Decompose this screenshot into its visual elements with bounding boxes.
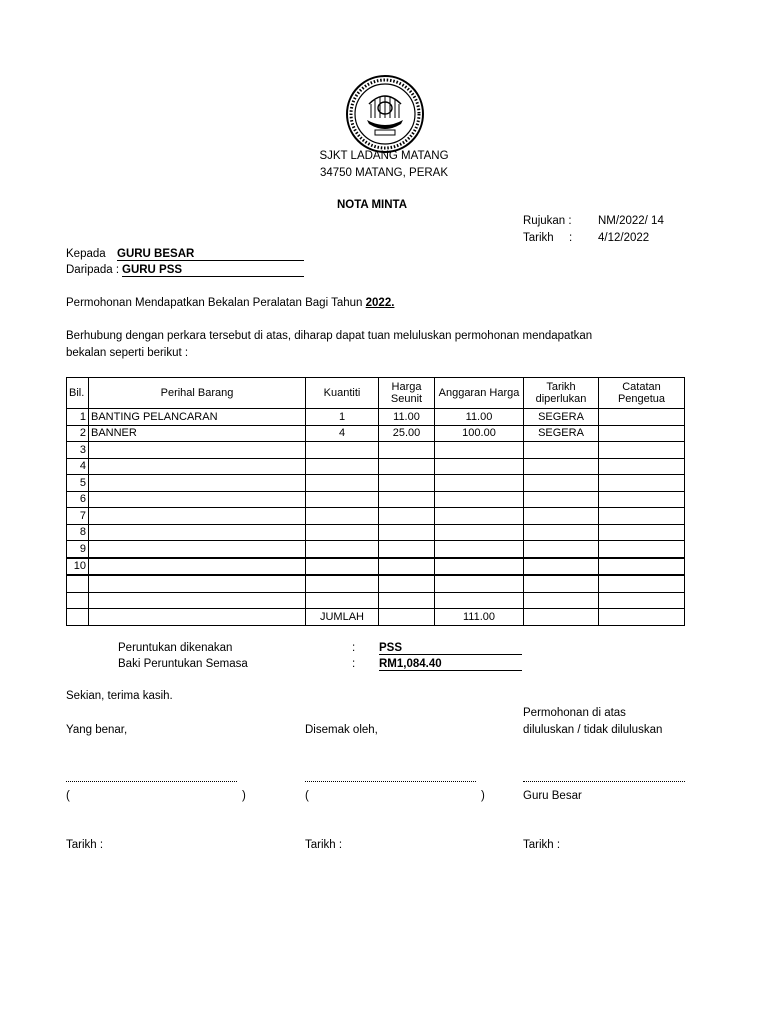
cell-harga-seunit — [379, 475, 435, 492]
header-catatan-pengetua: Catatan Pengetua — [599, 378, 685, 409]
approval-line-2: diluluskan / tidak diluluskan — [523, 724, 663, 736]
cell-perihal-barang — [89, 458, 306, 475]
headmaster-tarikh-label: Tarikh : — [523, 839, 561, 851]
cell-anggaran-harga — [435, 508, 524, 525]
cell-kuantiti — [306, 575, 379, 592]
signature-line-applicant — [66, 781, 237, 782]
cell-perihal-barang — [89, 592, 306, 609]
cell-bil: 3 — [67, 442, 89, 459]
table-total-row — [67, 609, 685, 626]
cell-kuantiti — [306, 508, 379, 525]
cell-catatan-pengetua — [599, 558, 685, 576]
cell-tarikh-diperlukan — [524, 541, 599, 558]
peruntukan-value: PSS — [379, 642, 522, 655]
cell-kuantiti — [306, 592, 379, 609]
cell-harga-seunit — [379, 592, 435, 609]
tarikh-label: Tarikh — [523, 232, 554, 244]
daripada-value: GURU PSS — [122, 264, 304, 277]
cell-catatan-pengetua — [599, 475, 685, 492]
cell-bil: 8 — [67, 524, 89, 541]
table-row — [67, 475, 685, 492]
cell-perihal-barang — [89, 524, 306, 541]
cell-anggaran-harga: 100.00 — [435, 425, 524, 442]
kepada-value: GURU BESAR — [117, 248, 304, 261]
school-crest-logo — [345, 74, 425, 154]
cell-bil: 1 — [67, 409, 89, 426]
cell-perihal-barang — [89, 491, 306, 508]
signature-line-reviewer — [305, 781, 476, 782]
table-row — [67, 575, 685, 592]
cell-harga-seunit — [379, 442, 435, 459]
reviewer-tarikh-label: Tarikh : — [305, 839, 343, 851]
cell-bil: 5 — [67, 475, 89, 492]
cell-catatan-pengetua — [599, 491, 685, 508]
closing-thanks: Sekian, terima kasih. — [66, 690, 173, 702]
cell-tarikh-diperlukan — [524, 558, 599, 576]
total-spacer — [67, 609, 89, 626]
total-spacer — [89, 609, 306, 626]
cell-tarikh-diperlukan — [524, 575, 599, 592]
cell-bil: 4 — [67, 458, 89, 475]
cell-catatan-pengetua — [599, 442, 685, 459]
total-spacer — [524, 609, 599, 626]
table-row — [67, 508, 685, 525]
header-tarikh-diperlukan: Tarikh diperlukan — [524, 378, 599, 409]
total-spacer — [599, 609, 685, 626]
cell-kuantiti — [306, 541, 379, 558]
cell-catatan-pengetua — [599, 508, 685, 525]
cell-tarikh-diperlukan — [524, 458, 599, 475]
cell-catatan-pengetua — [599, 458, 685, 475]
cell-bil — [67, 575, 89, 592]
cell-tarikh-diperlukan — [524, 475, 599, 492]
cell-kuantiti — [306, 442, 379, 459]
table-row — [67, 541, 685, 558]
cell-catatan-pengetua — [599, 524, 685, 541]
cell-catatan-pengetua — [599, 409, 685, 426]
applicant-tarikh-label: Tarikh : — [66, 839, 104, 851]
cell-catatan-pengetua — [599, 541, 685, 558]
disemak-oleh-label: Disemak oleh, — [305, 724, 378, 736]
cell-bil: 9 — [67, 541, 89, 558]
cell-tarikh-diperlukan — [524, 508, 599, 525]
reviewer-open-paren: ( — [305, 790, 309, 802]
table-row — [67, 558, 685, 576]
header-bil: Bil. — [67, 378, 89, 409]
cell-kuantiti: 1 — [306, 409, 379, 426]
body-line-1: Berhubung dengan perkara tersebut di atas, diharap dapat tuan meluluskan permohonan mendapatkan — [66, 330, 593, 342]
cell-tarikh-diperlukan: SEGERA — [524, 425, 599, 442]
table-row — [67, 425, 685, 442]
cell-anggaran-harga — [435, 592, 524, 609]
cell-harga-seunit: 11.00 — [379, 409, 435, 426]
table-row — [67, 491, 685, 508]
cell-kuantiti — [306, 475, 379, 492]
total-label: JUMLAH — [306, 609, 379, 626]
cell-perihal-barang — [89, 558, 306, 576]
cell-tarikh-diperlukan — [524, 524, 599, 541]
items-table — [66, 377, 685, 626]
cell-perihal-barang — [89, 575, 306, 592]
table-row — [67, 442, 685, 459]
table-row — [67, 458, 685, 475]
school-address: 34750 MATANG, PERAK — [319, 167, 449, 179]
cell-anggaran-harga — [435, 524, 524, 541]
table-row — [67, 409, 685, 426]
cell-catatan-pengetua — [599, 592, 685, 609]
tarikh-value: 4/12/2022 — [598, 232, 650, 244]
tarikh-colon: : — [569, 232, 573, 244]
header-kuantiti: Kuantiti — [306, 378, 379, 409]
document-title: NOTA MINTA — [336, 199, 408, 211]
daripada-label: Daripada : — [66, 264, 120, 276]
subject-year: 2022. — [365, 297, 395, 309]
cell-anggaran-harga — [435, 575, 524, 592]
cell-anggaran-harga: 11.00 — [435, 409, 524, 426]
cell-tarikh-diperlukan — [524, 592, 599, 609]
signature-line-headmaster — [523, 781, 685, 782]
cell-harga-seunit — [379, 524, 435, 541]
cell-kuantiti: 4 — [306, 425, 379, 442]
cell-harga-seunit — [379, 508, 435, 525]
baki-value: RM1,084.40 — [379, 658, 522, 671]
peruntukan-label: Peruntukan dikenakan — [118, 642, 233, 654]
table-row — [67, 524, 685, 541]
cell-tarikh-diperlukan — [524, 442, 599, 459]
cell-anggaran-harga — [435, 442, 524, 459]
cell-kuantiti — [306, 491, 379, 508]
yang-benar-label: Yang benar, — [66, 724, 128, 736]
cell-bil: 2 — [67, 425, 89, 442]
applicant-close-paren: ) — [242, 790, 246, 802]
cell-kuantiti — [306, 558, 379, 576]
baki-label: Baki Peruntukan Semasa — [118, 658, 248, 670]
table-header-row — [67, 378, 685, 409]
rujukan-value: NM/2022/ 14 — [598, 215, 664, 227]
subject-line — [66, 297, 394, 309]
total-value: 111.00 — [435, 609, 524, 626]
header-anggaran-harga: Anggaran Harga — [435, 378, 524, 409]
header-harga-seunit: Harga Seunit — [379, 378, 435, 409]
cell-catatan-pengetua — [599, 425, 685, 442]
cell-bil: 10 — [67, 558, 89, 576]
subject-text: Permohonan Mendapatkan Bekalan Peralatan Bagi Tahun — [66, 297, 366, 309]
total-spacer — [379, 609, 435, 626]
school-name: SJKT LADANG MATANG — [319, 150, 449, 162]
cell-perihal-barang — [89, 541, 306, 558]
cell-bil: 7 — [67, 508, 89, 525]
cell-catatan-pengetua — [599, 575, 685, 592]
baki-colon: : — [352, 658, 356, 670]
cell-anggaran-harga — [435, 558, 524, 576]
table-row — [67, 592, 685, 609]
reviewer-close-paren: ) — [481, 790, 485, 802]
cell-bil — [67, 592, 89, 609]
cell-harga-seunit — [379, 558, 435, 576]
kepada-label: Kepada — [66, 248, 106, 260]
cell-anggaran-harga — [435, 541, 524, 558]
cell-anggaran-harga — [435, 475, 524, 492]
rujukan-label: Rujukan : — [523, 215, 572, 227]
applicant-open-paren: ( — [66, 790, 70, 802]
cell-tarikh-diperlukan: SEGERA — [524, 409, 599, 426]
body-line-2: bekalan seperti berikut : — [66, 347, 189, 359]
header-perihal-barang: Perihal Barang — [89, 378, 306, 409]
cell-harga-seunit — [379, 575, 435, 592]
cell-kuantiti — [306, 458, 379, 475]
cell-perihal-barang — [89, 475, 306, 492]
cell-bil: 6 — [67, 491, 89, 508]
cell-harga-seunit — [379, 491, 435, 508]
cell-anggaran-harga — [435, 491, 524, 508]
cell-perihal-barang — [89, 442, 306, 459]
peruntukan-colon: : — [352, 642, 356, 654]
guru-besar-label: Guru Besar — [523, 790, 582, 802]
cell-tarikh-diperlukan — [524, 491, 599, 508]
cell-harga-seunit — [379, 458, 435, 475]
cell-harga-seunit: 25.00 — [379, 425, 435, 442]
cell-anggaran-harga — [435, 458, 524, 475]
cell-harga-seunit — [379, 541, 435, 558]
cell-perihal-barang — [89, 508, 306, 525]
cell-kuantiti — [306, 524, 379, 541]
approval-line-1: Permohonan di atas — [523, 707, 626, 719]
cell-perihal-barang: BANNER — [89, 425, 306, 442]
cell-perihal-barang: BANTING PELANCARAN — [89, 409, 306, 426]
